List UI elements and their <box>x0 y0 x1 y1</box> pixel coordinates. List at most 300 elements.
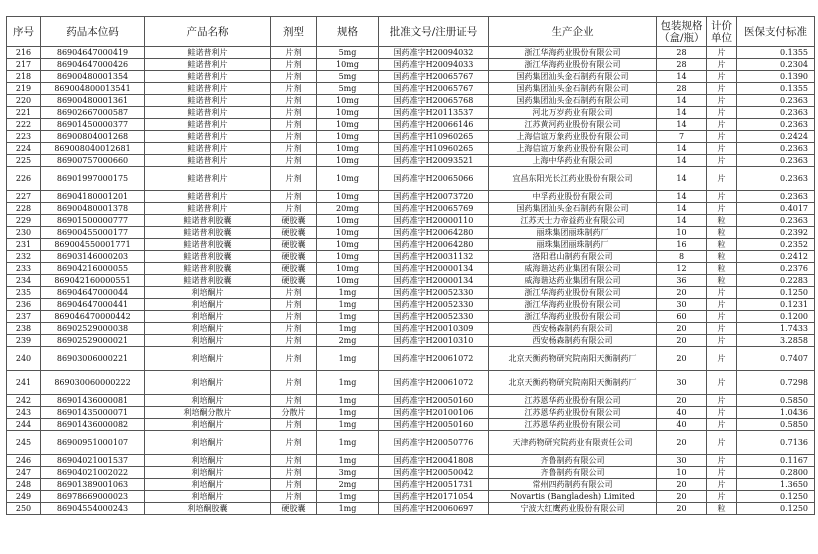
table-row <box>7 455 815 467</box>
cell-payment-standard: 0.2363 <box>737 191 815 203</box>
cell-payment-standard: 1.0436 <box>737 407 815 419</box>
cell-drug-code: 869042160000551 <box>41 275 145 287</box>
table-row <box>7 347 815 371</box>
cell-dosage-form: 片剂 <box>271 479 317 491</box>
cell-manufacturer: 西安杨森制药有限公司 <box>489 335 657 347</box>
cell-payment-standard: 0.2424 <box>737 131 815 143</box>
cell-pricing-unit: 片 <box>707 71 737 83</box>
table-row <box>7 203 815 215</box>
col-header-drug-code: 药品本位码 <box>41 17 145 47</box>
cell-payment-standard: 0.4017 <box>737 203 815 215</box>
cell-drug-code: 86901435000071 <box>41 407 145 419</box>
cell-package-size: 20 <box>657 395 707 407</box>
cell-package-size: 20 <box>657 431 707 455</box>
cell-product-name: 利培酮片 <box>145 455 271 467</box>
cell-approval-number: 国药准字H20060697 <box>379 503 489 515</box>
cell-payment-standard: 0.1390 <box>737 71 815 83</box>
cell-drug-code: 86901389001063 <box>41 479 145 491</box>
table-row <box>7 275 815 287</box>
cell-drug-code: 86904216000055 <box>41 263 145 275</box>
cell-specification: 10mg <box>317 251 379 263</box>
cell-specification: 10mg <box>317 59 379 71</box>
cell-drug-code: 869008040012681 <box>41 143 145 155</box>
cell-dosage-form: 片剂 <box>271 71 317 83</box>
table-row <box>7 419 815 431</box>
table-row <box>7 107 815 119</box>
cell-approval-number: 国药准字H20094032 <box>379 47 489 59</box>
cell-dosage-form: 片剂 <box>271 371 317 395</box>
cell-manufacturer: 上海信谊万象药业股份有限公司 <box>489 143 657 155</box>
cell-package-size: 36 <box>657 275 707 287</box>
cell-manufacturer: 上海中华药业有限公司 <box>489 155 657 167</box>
cell-manufacturer: 中孚药业股份有限公司 <box>489 191 657 203</box>
cell-drug-code: 86978669000023 <box>41 491 145 503</box>
cell-product-name: 利培酮片 <box>145 323 271 335</box>
cell-package-size: 40 <box>657 407 707 419</box>
cell-manufacturer: 江苏天士力帝益药业有限公司 <box>489 215 657 227</box>
cell-drug-code: 86904647000419 <box>41 47 145 59</box>
table-row <box>7 479 815 491</box>
cell-package-size: 12 <box>657 263 707 275</box>
cell-pricing-unit: 片 <box>707 407 737 419</box>
table-row <box>7 95 815 107</box>
table-row <box>7 239 815 251</box>
cell-drug-code: 869046470000442 <box>41 311 145 323</box>
cell-dosage-form: 硬胶囊 <box>271 275 317 287</box>
cell-payment-standard: 0.2363 <box>737 215 815 227</box>
cell-manufacturer: 天津药物研究院药业有限责任公司 <box>489 431 657 455</box>
cell-approval-number: 国药准字H20065066 <box>379 167 489 191</box>
cell-package-size: 14 <box>657 143 707 155</box>
cell-product-name: 利培酮片 <box>145 467 271 479</box>
cell-approval-number: 国药准字H10960265 <box>379 143 489 155</box>
cell-index: 248 <box>7 479 41 491</box>
cell-specification: 3mg <box>317 467 379 479</box>
cell-drug-code: 86900804001268 <box>41 131 145 143</box>
table-row <box>7 167 815 191</box>
table-row <box>7 59 815 71</box>
cell-pricing-unit: 粒 <box>707 251 737 263</box>
col-header-pricing-unit: 计价单位 <box>707 17 737 47</box>
cell-drug-code: 86903146000203 <box>41 251 145 263</box>
cell-approval-number: 国药准字H20061072 <box>379 347 489 371</box>
cell-drug-code: 86900951000107 <box>41 431 145 455</box>
cell-drug-code: 86901997000175 <box>41 167 145 191</box>
cell-product-name: 鲑诺普利胶囊 <box>145 227 271 239</box>
cell-product-name: 鲑诺普利片 <box>145 167 271 191</box>
cell-pricing-unit: 片 <box>707 395 737 407</box>
cell-dosage-form: 片剂 <box>271 395 317 407</box>
col-header-product-name: 产品名称 <box>145 17 271 47</box>
table-row <box>7 155 815 167</box>
cell-specification: 1mg <box>317 431 379 455</box>
cell-payment-standard: 0.2363 <box>737 107 815 119</box>
cell-index: 226 <box>7 167 41 191</box>
cell-package-size: 14 <box>657 167 707 191</box>
table-row <box>7 119 815 131</box>
cell-package-size: 16 <box>657 239 707 251</box>
cell-approval-number: 国药准字H20066146 <box>379 119 489 131</box>
cell-package-size: 14 <box>657 215 707 227</box>
cell-dosage-form: 分散片 <box>271 407 317 419</box>
cell-manufacturer: 河北万岁药业有限公司 <box>489 107 657 119</box>
cell-manufacturer: 国药集团汕头金石制药有限公司 <box>489 95 657 107</box>
cell-manufacturer: 江苏恩华药业股份有限公司 <box>489 395 657 407</box>
cell-package-size: 40 <box>657 419 707 431</box>
cell-payment-standard: 0.1167 <box>737 455 815 467</box>
cell-product-name: 鲑诺普利片 <box>145 83 271 95</box>
cell-manufacturer: 齐鲁制药有限公司 <box>489 455 657 467</box>
cell-drug-code: 86901500000777 <box>41 215 145 227</box>
cell-package-size: 30 <box>657 455 707 467</box>
cell-index: 233 <box>7 263 41 275</box>
cell-package-size: 20 <box>657 335 707 347</box>
cell-specification: 1mg <box>317 287 379 299</box>
cell-index: 235 <box>7 287 41 299</box>
table-row <box>7 335 815 347</box>
cell-drug-code: 86900757000660 <box>41 155 145 167</box>
cell-specification: 10mg <box>317 155 379 167</box>
cell-pricing-unit: 片 <box>707 119 737 131</box>
col-header-payment-standard: 医保支付标准 <box>737 17 815 47</box>
cell-product-name: 利培酮片 <box>145 347 271 371</box>
cell-drug-code: 869004550001771 <box>41 239 145 251</box>
cell-pricing-unit: 粒 <box>707 263 737 275</box>
cell-manufacturer: 丽珠集团丽珠制药厂 <box>489 227 657 239</box>
cell-specification: 10mg <box>317 239 379 251</box>
cell-specification: 10mg <box>317 227 379 239</box>
cell-drug-code: 86901436000081 <box>41 395 145 407</box>
cell-drug-code: 86902667000587 <box>41 107 145 119</box>
cell-pricing-unit: 片 <box>707 323 737 335</box>
cell-specification: 5mg <box>317 47 379 59</box>
cell-drug-code: 869030060000222 <box>41 371 145 395</box>
cell-drug-code: 86904554000243 <box>41 503 145 515</box>
cell-dosage-form: 片剂 <box>271 155 317 167</box>
cell-payment-standard: 0.2363 <box>737 167 815 191</box>
cell-payment-standard: 0.1250 <box>737 491 815 503</box>
table-row <box>7 83 815 95</box>
cell-pricing-unit: 片 <box>707 419 737 431</box>
cell-approval-number: 国药准字H20065769 <box>379 203 489 215</box>
cell-manufacturer: 国药集团汕头金石制药有限公司 <box>489 71 657 83</box>
cell-index: 224 <box>7 143 41 155</box>
cell-pricing-unit: 片 <box>707 203 737 215</box>
cell-approval-number: 国药准字H20064280 <box>379 227 489 239</box>
cell-pricing-unit: 片 <box>707 59 737 71</box>
cell-index: 241 <box>7 371 41 395</box>
cell-product-name: 鲑诺普利胶囊 <box>145 263 271 275</box>
cell-payment-standard: 0.1250 <box>737 287 815 299</box>
cell-specification: 10mg <box>317 95 379 107</box>
cell-dosage-form: 片剂 <box>271 431 317 455</box>
cell-product-name: 鲑诺普利胶囊 <box>145 251 271 263</box>
cell-dosage-form: 片剂 <box>271 455 317 467</box>
cell-payment-standard: 0.1355 <box>737 47 815 59</box>
cell-payment-standard: 1.7433 <box>737 323 815 335</box>
cell-index: 239 <box>7 335 41 347</box>
cell-dosage-form: 片剂 <box>271 131 317 143</box>
cell-index: 230 <box>7 227 41 239</box>
cell-dosage-form: 片剂 <box>271 491 317 503</box>
cell-manufacturer: 国药集团汕头金石制药有限公司 <box>489 203 657 215</box>
cell-manufacturer: 北京天衡药物研究院南阳天衡制药厂 <box>489 371 657 395</box>
cell-payment-standard: 0.2304 <box>737 59 815 71</box>
cell-dosage-form: 片剂 <box>271 119 317 131</box>
cell-index: 247 <box>7 467 41 479</box>
cell-manufacturer: 浙江华海药业股份有限公司 <box>489 287 657 299</box>
cell-drug-code: 86901450000377 <box>41 119 145 131</box>
cell-payment-standard: 3.2858 <box>737 335 815 347</box>
cell-payment-standard: 0.1250 <box>737 503 815 515</box>
cell-approval-number: 国药准字H20041808 <box>379 455 489 467</box>
cell-dosage-form: 片剂 <box>271 203 317 215</box>
cell-pricing-unit: 粒 <box>707 227 737 239</box>
cell-pricing-unit: 片 <box>707 155 737 167</box>
cell-specification: 5mg <box>317 83 379 95</box>
drug-price-table <box>6 16 815 515</box>
cell-package-size: 14 <box>657 119 707 131</box>
table-row <box>7 431 815 455</box>
cell-drug-code: 86904021002022 <box>41 467 145 479</box>
cell-manufacturer: Novartis (Bangladesh) Limited <box>489 491 657 503</box>
cell-payment-standard: 0.2392 <box>737 227 815 239</box>
cell-drug-code: 86903006000221 <box>41 347 145 371</box>
cell-package-size: 10 <box>657 467 707 479</box>
cell-package-size: 14 <box>657 71 707 83</box>
cell-dosage-form: 硬胶囊 <box>271 227 317 239</box>
cell-index: 228 <box>7 203 41 215</box>
cell-approval-number: 国药准字H20010309 <box>379 323 489 335</box>
cell-drug-code: 86904647000044 <box>41 287 145 299</box>
table-header-row <box>7 17 815 47</box>
cell-package-size: 30 <box>657 299 707 311</box>
cell-payment-standard: 0.2412 <box>737 251 815 263</box>
cell-package-size: 8 <box>657 251 707 263</box>
cell-index: 249 <box>7 491 41 503</box>
cell-specification: 1mg <box>317 455 379 467</box>
cell-dosage-form: 片剂 <box>271 419 317 431</box>
cell-index: 225 <box>7 155 41 167</box>
cell-package-size: 14 <box>657 155 707 167</box>
cell-payment-standard: 0.2363 <box>737 95 815 107</box>
cell-drug-code: 86904180001201 <box>41 191 145 203</box>
cell-payment-standard: 0.2363 <box>737 119 815 131</box>
cell-pricing-unit: 片 <box>707 131 737 143</box>
cell-package-size: 20 <box>657 347 707 371</box>
cell-manufacturer: 北京天衡药物研究院南阳天衡制药厂 <box>489 347 657 371</box>
cell-specification: 10mg <box>317 263 379 275</box>
cell-dosage-form: 片剂 <box>271 143 317 155</box>
cell-product-name: 鲑诺普利片 <box>145 47 271 59</box>
cell-dosage-form: 硬胶囊 <box>271 251 317 263</box>
cell-dosage-form: 片剂 <box>271 59 317 71</box>
cell-specification: 10mg <box>317 215 379 227</box>
cell-package-size: 20 <box>657 503 707 515</box>
cell-manufacturer: 江苏恩华药业股份有限公司 <box>489 407 657 419</box>
table-row <box>7 503 815 515</box>
cell-pricing-unit: 片 <box>707 167 737 191</box>
cell-approval-number: 国药准字H20052330 <box>379 287 489 299</box>
table-row <box>7 467 815 479</box>
cell-package-size: 28 <box>657 47 707 59</box>
cell-pricing-unit: 粒 <box>707 503 737 515</box>
cell-index: 234 <box>7 275 41 287</box>
cell-package-size: 14 <box>657 191 707 203</box>
cell-manufacturer: 威海谐达药业集团有限公司 <box>489 275 657 287</box>
col-header-specification: 规格 <box>317 17 379 47</box>
cell-drug-code: 86900480001354 <box>41 71 145 83</box>
cell-payment-standard: 0.2363 <box>737 155 815 167</box>
cell-package-size: 28 <box>657 83 707 95</box>
table-row <box>7 287 815 299</box>
cell-approval-number: 国药准字H20065767 <box>379 83 489 95</box>
cell-index: 250 <box>7 503 41 515</box>
cell-specification: 1mg <box>317 503 379 515</box>
cell-product-name: 鲑诺普利片 <box>145 119 271 131</box>
cell-pricing-unit: 片 <box>707 479 737 491</box>
table-row <box>7 323 815 335</box>
cell-specification: 10mg <box>317 191 379 203</box>
cell-specification: 2mg <box>317 479 379 491</box>
table-row <box>7 251 815 263</box>
cell-pricing-unit: 片 <box>707 95 737 107</box>
cell-dosage-form: 片剂 <box>271 107 317 119</box>
cell-package-size: 7 <box>657 131 707 143</box>
cell-index: 223 <box>7 131 41 143</box>
table-row <box>7 407 815 419</box>
cell-index: 231 <box>7 239 41 251</box>
table-row <box>7 215 815 227</box>
cell-pricing-unit: 片 <box>707 191 737 203</box>
cell-package-size: 60 <box>657 311 707 323</box>
cell-manufacturer: 上海信谊万象药业股份有限公司 <box>489 131 657 143</box>
cell-product-name: 利培酮片 <box>145 287 271 299</box>
cell-approval-number: 国药准字H10960265 <box>379 131 489 143</box>
cell-product-name: 利培酮片 <box>145 419 271 431</box>
cell-product-name: 利培酮片 <box>145 371 271 395</box>
cell-manufacturer: 洛阳君山制药有限公司 <box>489 251 657 263</box>
cell-manufacturer: 宁波大红鹰药业股份有限公司 <box>489 503 657 515</box>
cell-pricing-unit: 片 <box>707 467 737 479</box>
cell-product-name: 利培酮片 <box>145 299 271 311</box>
cell-dosage-form: 硬胶囊 <box>271 503 317 515</box>
cell-payment-standard: 1.3650 <box>737 479 815 491</box>
cell-product-name: 利培酮片 <box>145 311 271 323</box>
cell-product-name: 鲑诺普利胶囊 <box>145 239 271 251</box>
cell-approval-number: 国药准字H20061072 <box>379 371 489 395</box>
cell-index: 245 <box>7 431 41 455</box>
cell-manufacturer: 浙江华海药业股份有限公司 <box>489 299 657 311</box>
cell-pricing-unit: 片 <box>707 371 737 395</box>
cell-approval-number: 国药准字H20050042 <box>379 467 489 479</box>
cell-index: 227 <box>7 191 41 203</box>
table-row <box>7 395 815 407</box>
cell-package-size: 20 <box>657 491 707 503</box>
cell-package-size: 20 <box>657 479 707 491</box>
cell-index: 220 <box>7 95 41 107</box>
cell-dosage-form: 片剂 <box>271 299 317 311</box>
cell-pricing-unit: 片 <box>707 491 737 503</box>
cell-pricing-unit: 粒 <box>707 239 737 251</box>
cell-specification: 1mg <box>317 299 379 311</box>
cell-approval-number: 国药准字H20000134 <box>379 263 489 275</box>
table-row <box>7 47 815 59</box>
cell-pricing-unit: 片 <box>707 455 737 467</box>
cell-manufacturer: 丽珠集团丽珠制药厂 <box>489 239 657 251</box>
cell-approval-number: 国药准字H20050776 <box>379 431 489 455</box>
cell-dosage-form: 片剂 <box>271 335 317 347</box>
cell-drug-code: 86900480001361 <box>41 95 145 107</box>
cell-specification: 10mg <box>317 143 379 155</box>
cell-index: 236 <box>7 299 41 311</box>
cell-pricing-unit: 片 <box>707 143 737 155</box>
cell-approval-number: 国药准字H20052330 <box>379 311 489 323</box>
cell-specification: 10mg <box>317 119 379 131</box>
cell-manufacturer: 江苏黄河药业股份有限公司 <box>489 119 657 131</box>
cell-product-name: 鲑诺普利片 <box>145 59 271 71</box>
cell-payment-standard: 0.2800 <box>737 467 815 479</box>
cell-payment-standard: 0.7298 <box>737 371 815 395</box>
cell-dosage-form: 硬胶囊 <box>271 263 317 275</box>
cell-specification: 1mg <box>317 323 379 335</box>
col-header-dosage-form: 剂型 <box>271 17 317 47</box>
cell-payment-standard: 0.2363 <box>737 143 815 155</box>
cell-drug-code: 869004800013541 <box>41 83 145 95</box>
cell-index: 222 <box>7 119 41 131</box>
cell-dosage-form: 硬胶囊 <box>271 215 317 227</box>
col-header-manufacturer: 生产企业 <box>489 17 657 47</box>
cell-pricing-unit: 粒 <box>707 215 737 227</box>
cell-package-size: 14 <box>657 107 707 119</box>
cell-index: 243 <box>7 407 41 419</box>
cell-manufacturer: 威海谐达药业集团有限公司 <box>489 263 657 275</box>
cell-payment-standard: 0.1200 <box>737 311 815 323</box>
cell-product-name: 利培酮分散片 <box>145 407 271 419</box>
cell-specification: 10mg <box>317 167 379 191</box>
cell-drug-code: 86900455000177 <box>41 227 145 239</box>
table-row <box>7 371 815 395</box>
table-row <box>7 71 815 83</box>
cell-dosage-form: 片剂 <box>271 95 317 107</box>
col-header-index: 序号 <box>7 17 41 47</box>
cell-dosage-form: 片剂 <box>271 311 317 323</box>
cell-payment-standard: 0.2352 <box>737 239 815 251</box>
cell-approval-number: 国药准字H20050160 <box>379 395 489 407</box>
cell-approval-number: 国药准字H20052330 <box>379 299 489 311</box>
cell-drug-code: 86902529000038 <box>41 323 145 335</box>
cell-product-name: 鲑诺普利片 <box>145 155 271 167</box>
cell-payment-standard: 0.2376 <box>737 263 815 275</box>
cell-specification: 1mg <box>317 491 379 503</box>
cell-specification: 5mg <box>317 71 379 83</box>
cell-payment-standard: 0.7407 <box>737 347 815 371</box>
cell-product-name: 鲑诺普利胶囊 <box>145 215 271 227</box>
cell-product-name: 鲑诺普利胶囊 <box>145 275 271 287</box>
cell-drug-code: 86902529000021 <box>41 335 145 347</box>
cell-manufacturer: 浙江华海药业股份有限公司 <box>489 311 657 323</box>
cell-dosage-form: 片剂 <box>271 347 317 371</box>
cell-manufacturer: 国药集团汕头金石制药有限公司 <box>489 83 657 95</box>
cell-package-size: 14 <box>657 95 707 107</box>
table-row <box>7 311 815 323</box>
cell-payment-standard: 0.2283 <box>737 275 815 287</box>
cell-package-size: 14 <box>657 203 707 215</box>
cell-specification: 1mg <box>317 395 379 407</box>
cell-package-size: 10 <box>657 227 707 239</box>
cell-manufacturer: 江苏恩华药业股份有限公司 <box>489 419 657 431</box>
cell-index: 217 <box>7 59 41 71</box>
